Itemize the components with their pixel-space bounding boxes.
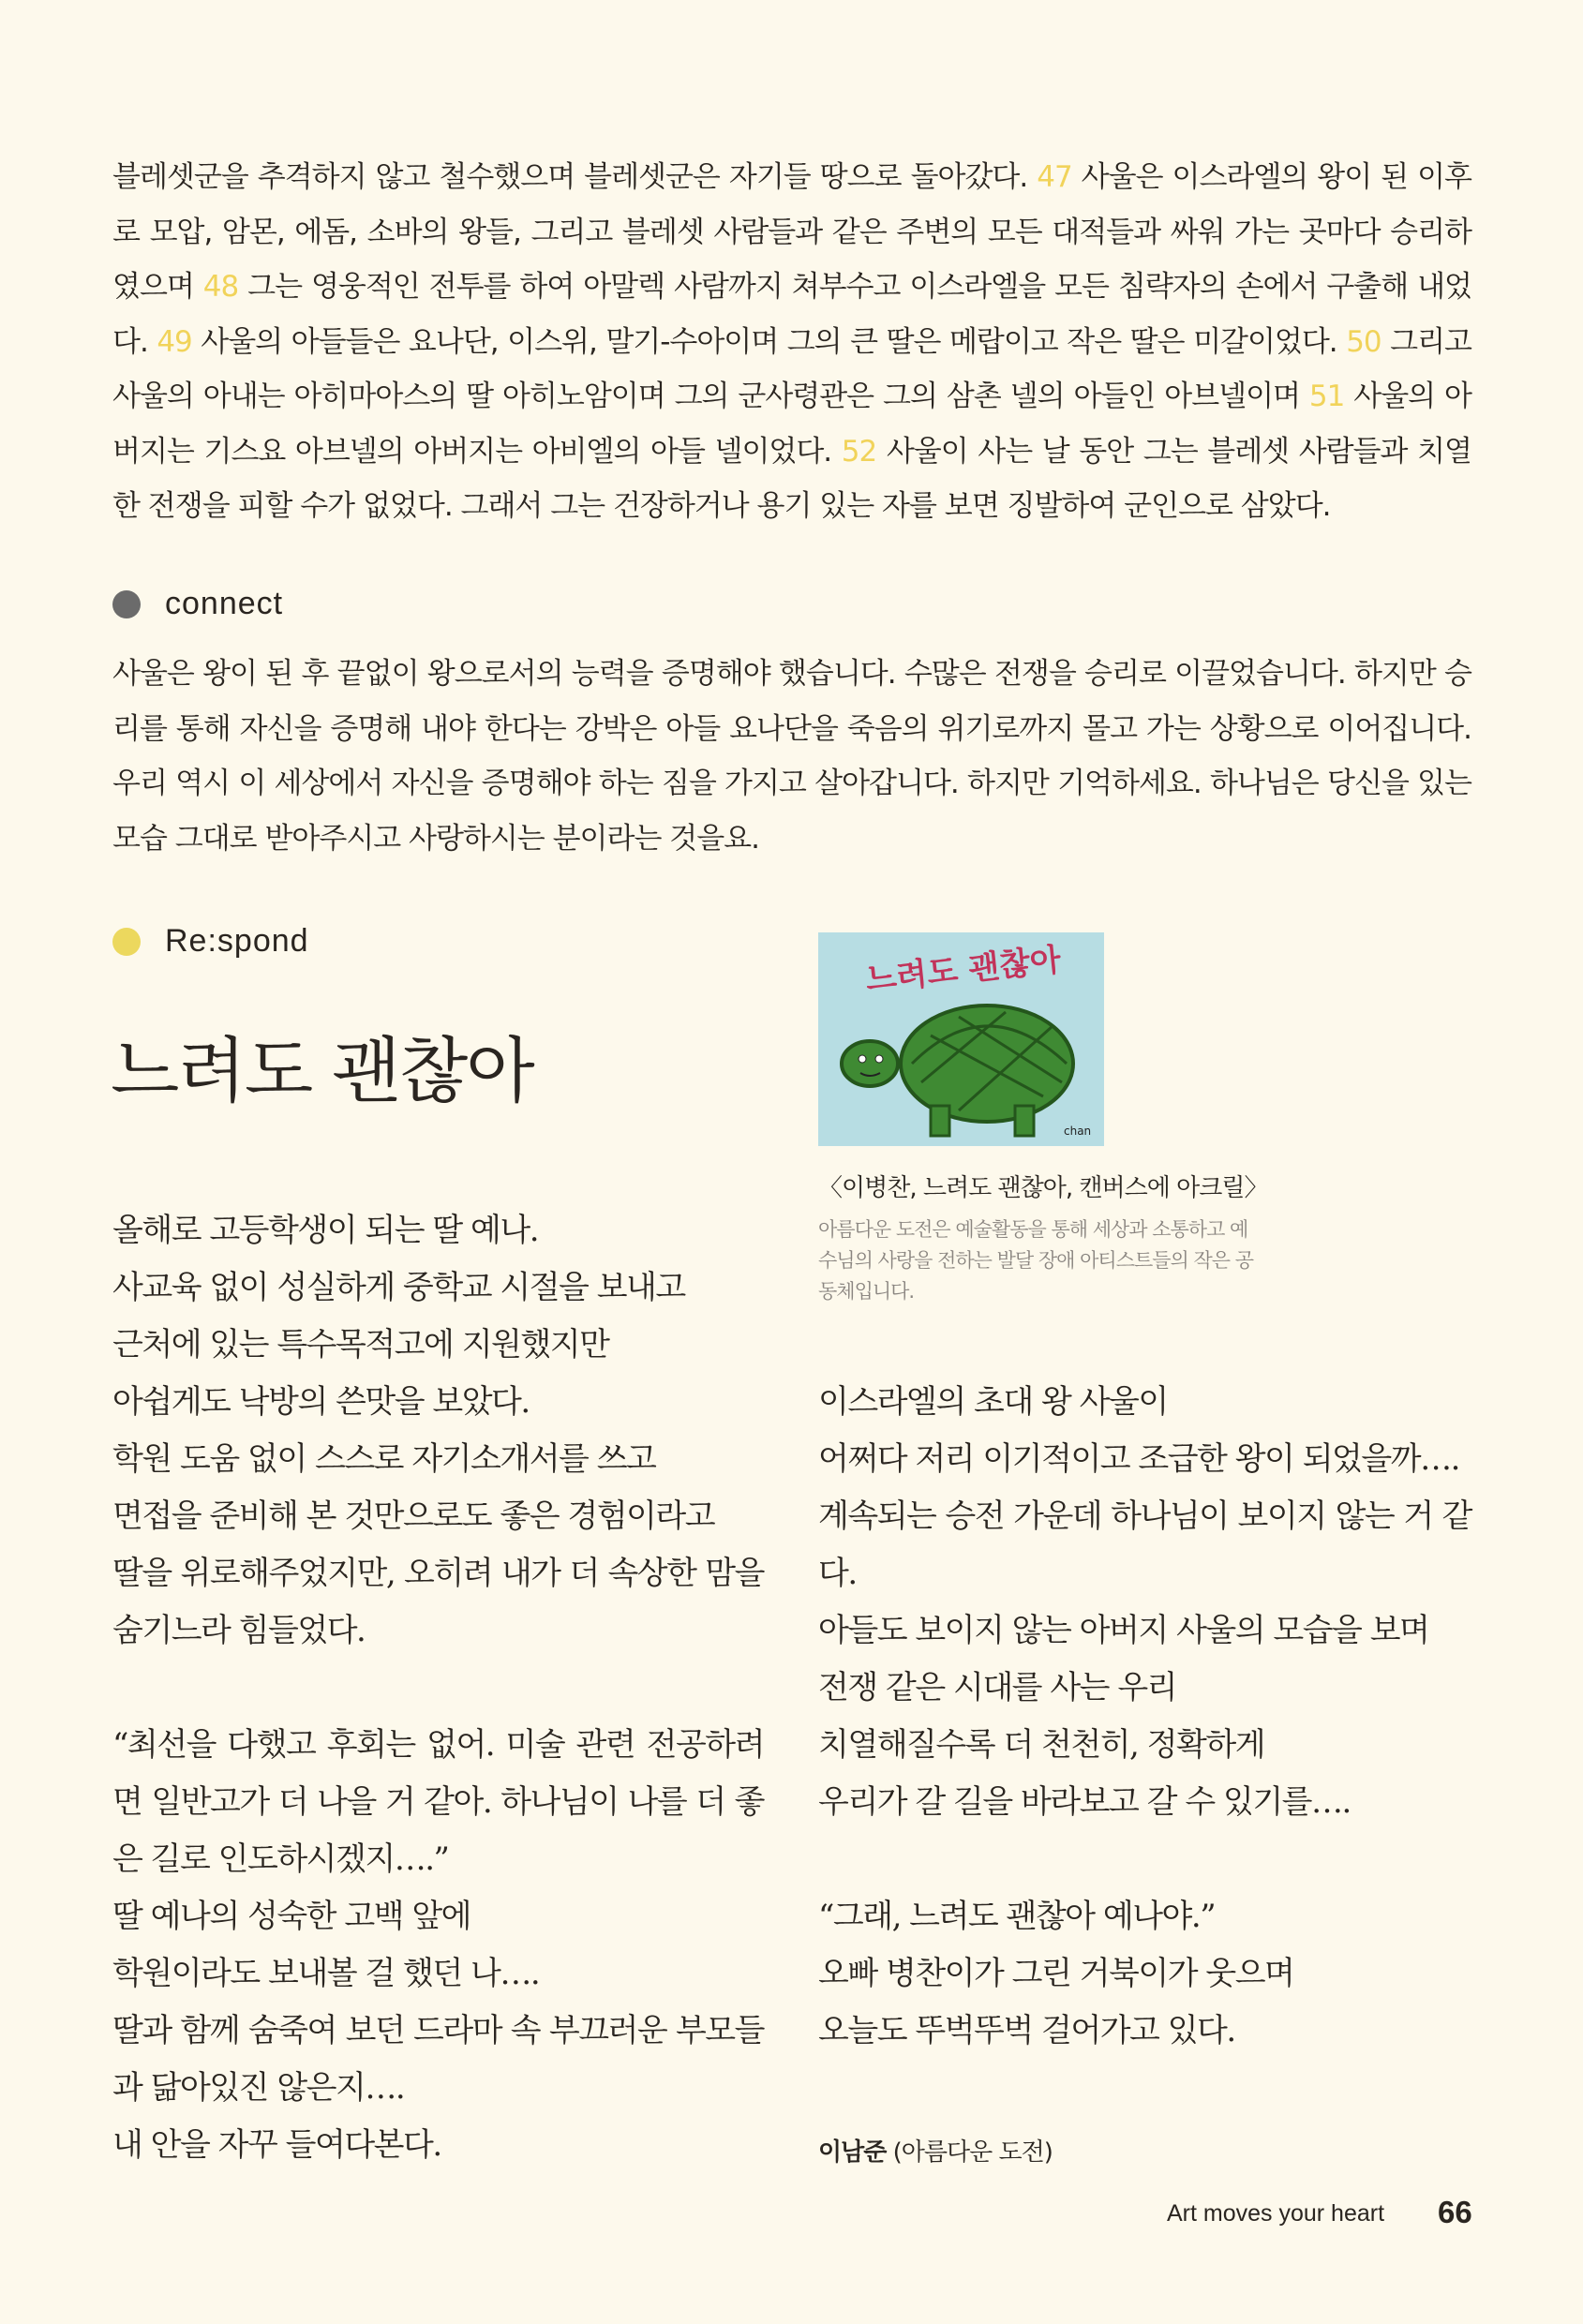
poem-line: 면접을 준비해 본 것만으로도 좋은 경험이라고 (112, 1497, 715, 1535)
verse-number: 50 (1346, 324, 1381, 359)
poem-line: 내 안을 자꾸 들여다본다. (112, 2126, 441, 2164)
poem-line: “그래, 느려도 괜찮아 예나야.” (818, 1898, 1216, 1935)
connect-bullet-icon (112, 590, 141, 618)
verse-number: 52 (841, 434, 877, 469)
scripture-text: 블레셋군을 추격하지 않고 철수했으며 블레셋군은 자기들 땅으로 돌아갔다. (112, 160, 1038, 194)
poem-line: 딸 예나의 성숙한 고백 앞에 (112, 1898, 471, 1935)
poem-line: 학원이라도 보내볼 걸 했던 나…. (112, 1955, 540, 1992)
turtle-artwork (818, 932, 1104, 1146)
connect-heading-label: connect (165, 586, 284, 621)
scripture-text: 그리고 사울의 아내는 아히마아스의 딸 아히노암이며 그의 군사령관은 그의 삼촌 넬의 아들인 아브넬이며 (112, 324, 1471, 413)
verse-number: 51 (1308, 380, 1345, 413)
poem-line: 오늘도 뚜벅뚜벅 걸어가고 있다. (818, 2012, 1235, 2049)
scripture-text: 사울이 사는 날 동안 그는 블레셋 사람들과 치열한 전쟁을 피할 수가 없었다. 그래서 그는 건장하거나 용기 있는 자를 보면 징발하여 군인으로 삼았다. (112, 434, 1471, 523)
scripture-passage (112, 150, 1471, 534)
respond-heading (112, 923, 309, 960)
respond-heading-label: Re:spond (165, 923, 309, 959)
verse-number: 49 (157, 324, 192, 359)
poem-left-column (112, 1202, 764, 2174)
author-name: 이남준 (818, 2138, 887, 2167)
article-title: 느려도 괜찮아 (111, 1029, 533, 1112)
poem-line: 아들도 보이지 않는 아버지 사울의 모습을 보며 (818, 1612, 1429, 1649)
turtle-painting-icon (818, 932, 1104, 1146)
verse-number: 48 (202, 270, 239, 304)
artwork-title-text: 느려도 괜찮아 (863, 941, 1063, 999)
scripture-text: 사울은 이스라엘의 왕이 된 이후로 모압, 암몬, 에돔, 소바의 왕들, 그리고 블레셋 사람들과 같은 주변의 모든 대적들과 싸워 가는 곳마다 승리하였으며 (112, 160, 1471, 304)
poem-line: 전쟁 같은 시대를 사는 우리 (818, 1669, 1177, 1706)
poem-right-column (818, 1374, 1471, 2060)
artwork-signature: chan (1064, 1125, 1092, 1138)
footer-tagline: Art moves your heart (1167, 2200, 1385, 2227)
poem-line: 오빠 병찬이가 그린 거북이가 웃으며 (818, 1955, 1294, 1992)
poem-line: 계속되는 승전 가운데 하나님이 보이지 않는 거 같다. (818, 1497, 1471, 1592)
stanza-break (112, 1660, 764, 1717)
poem-line: 사교육 없이 성실하게 중학교 시절을 보내고 (112, 1269, 685, 1306)
author-organization: (아름다운 도전) (886, 2138, 1053, 2167)
scripture-text: 사울의 아들들은 요나단, 이스위, 말기-수아이며 그의 큰 딸은 메랍이고 작은 딸은 미갈이었다. (191, 324, 1347, 359)
connect-body: 사울은 왕이 된 후 끝없이 왕으로서의 능력을 증명해야 했습니다. 수많은 전쟁을 승리로 이끌었습니다. 하지만 승리를 통해 자신을 증명해 내야 한다는 강박은 아들 요나단을 죽음의 위기로까지 몰고 가는 상황으로 이어집니다. 우리 역시 이 세상에서 자신을 증명해야 하는 짐을 가지고 살아갑니다. 하지만 기억하세요. 하나님은 당신을 있는 모습 그대로 받아주시고 사랑하시는 분이라는 것을요. (112, 657, 1471, 856)
poem-line: 학원 도움 없이 스스로 자기소개서를 쓰고 (112, 1440, 656, 1478)
scripture-text: 사울의 아버지는 기스요 아브넬의 아버지는 아비엘의 아들 넬이었다. (112, 380, 1471, 469)
page-number: 66 (1438, 2195, 1472, 2229)
respond-bullet-icon (112, 928, 141, 956)
poem-line: 올해로 고등학생이 되는 딸 예나. (112, 1212, 539, 1249)
author-credit (818, 2133, 1053, 2168)
poem-line: 우리가 갈 길을 바라보고 갈 수 있기를…. (818, 1783, 1351, 1821)
artwork-caption-description: 아름다운 도전은 예술활동을 통해 세상과 소통하고 예수님의 사랑을 전하는 발달 장애 아티스트들의 작은 공동체입니다. (818, 1218, 1254, 1303)
poem-line: 어쩌다 저리 이기적이고 조급한 왕이 되었을까…. (818, 1440, 1459, 1478)
poem-line: 아쉽게도 낙방의 쓴맛을 보았다. (112, 1383, 530, 1421)
poem-line: 딸을 위로해주었지만, 오히려 내가 더 속상한 맘을 숨기느라 힘들었다. (112, 1555, 764, 1649)
connect-heading (112, 586, 283, 622)
poem-line: 근처에 있는 특수목적고에 지원했지만 (112, 1326, 609, 1363)
scripture-text: 그는 영웅적인 전투를 하여 아말렉 사람까지 쳐부수고 이스라엘을 모든 침략자의 손에서 구출해 내었다. (112, 270, 1471, 359)
poem-line: 딸과 함께 숨죽여 보던 드라마 속 부끄러운 부모들과 닮아있진 않은지…. (112, 2012, 764, 2107)
poem-line: 이스라엘의 초대 왕 사울이 (818, 1383, 1168, 1421)
poem-line: “최선을 다했고 후회는 없어. 미술 관련 전공하려면 일반고가 더 나을 거 같아. 하나님이 나를 더 좋은 길로 인도하시겠지….” (112, 1726, 764, 1878)
poem-line: 치열해질수록 더 천천히, 정확하게 (818, 1726, 1265, 1764)
stanza-break (818, 1831, 1471, 1888)
verse-number: 47 (1037, 160, 1072, 194)
artwork-caption-title: 〈이병찬, 느려도 괜찮아, 캔버스에 아크릴〉 (818, 1174, 1268, 1202)
